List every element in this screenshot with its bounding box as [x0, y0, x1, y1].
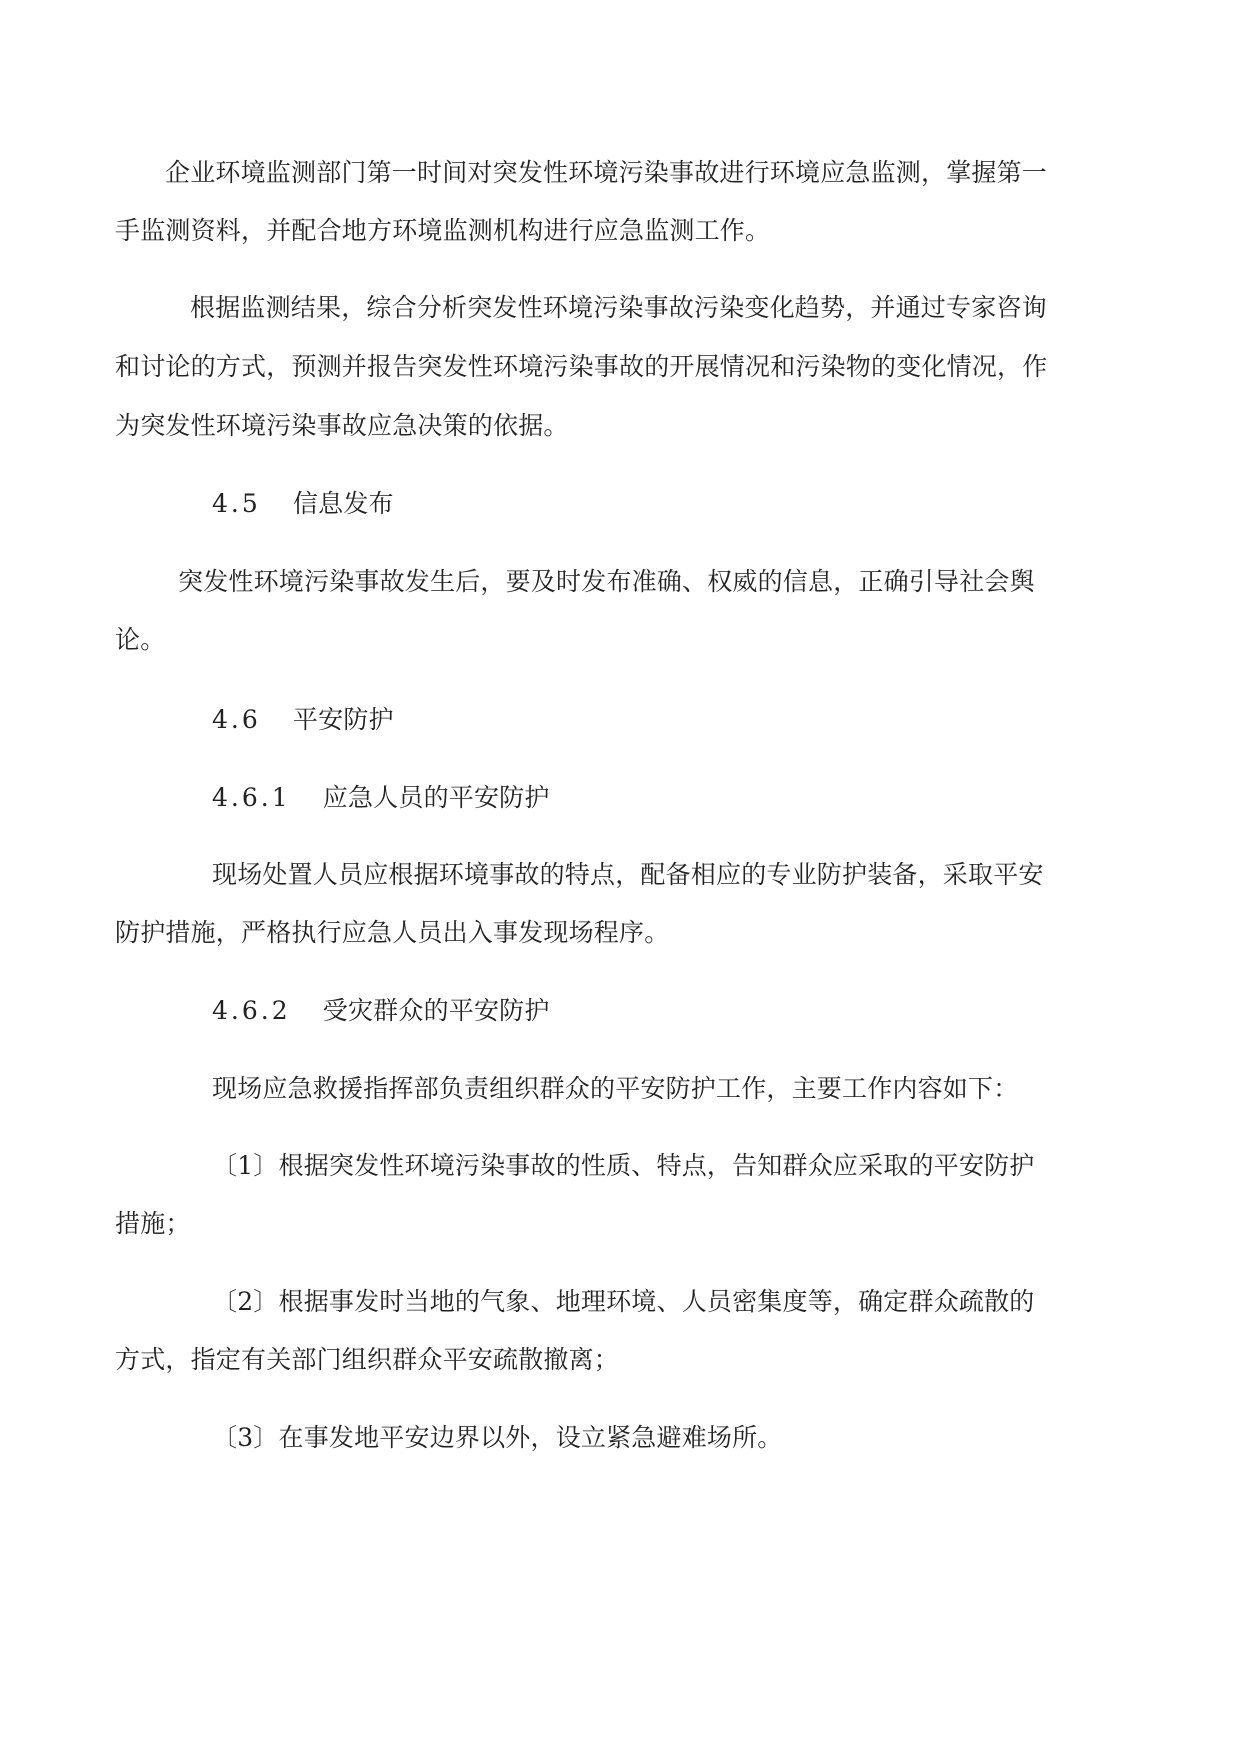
- list-item-1-line-1: 〔1〕根据突发性环境污染事故的性质、特点，告知群众应采取的平安防护: [212, 1151, 1035, 1180]
- list-item-1-line-2: 措施；: [115, 1209, 191, 1238]
- list-item-2-line-1: 〔2〕根据事发时当地的气象、地理环境、人员密集度等，确定群众疏散的: [212, 1287, 1035, 1316]
- section-number: 4.6.2: [212, 996, 291, 1025]
- section-number: 4.6: [212, 705, 261, 734]
- paragraph-information-line-1: 突发性环境污染事故发生后，要及时发布准确、权威的信息，正确引导社会舆: [178, 567, 1035, 596]
- section-title: 应急人员的平安防护: [322, 783, 550, 812]
- list-item-3-line-1: 〔3〕在事发地平安边界以外，设立紧急避难场所。: [212, 1423, 783, 1452]
- paragraph-monitoring-line-1: 企业环境监测部门第一时间对突发性环境污染事故进行环境应急监测，掌握第一: [165, 158, 1048, 187]
- section-title: 信息发布: [292, 489, 394, 518]
- section-number: 4.6.1: [212, 783, 291, 812]
- paragraph-analysis-line-2: 和讨论的方式，预测并报告突发性环境污染事故的开展情况和污染物的变化情况，作: [115, 352, 1048, 381]
- paragraph-personnel-line-1: 现场处置人员应根据环境事故的特点，配备相应的专业防护装备，采取平安: [212, 860, 1044, 889]
- paragraph-analysis-line-3: 为突发性环境污染事故应急决策的依据。: [115, 411, 569, 440]
- paragraph-personnel-line-2: 防护措施，严格执行应急人员出入事发现场程序。: [115, 918, 670, 947]
- paragraph-analysis-line-1: 根据监测结果，综合分析突发性环境污染事故污染变化趋势，并通过专家咨询: [190, 293, 1047, 322]
- section-heading-4-6: [212, 700, 394, 740]
- section-heading-4-6-1: [212, 778, 550, 818]
- section-heading-4-5: [212, 484, 394, 524]
- section-title: 平安防护: [292, 705, 394, 734]
- list-item-2-line-2: 方式，指定有关部门组织群众平安疏散撤离；: [115, 1345, 620, 1374]
- section-number: 4.5: [212, 489, 261, 518]
- section-title: 受灾群众的平安防护: [322, 996, 550, 1025]
- section-heading-4-6-2: [212, 991, 550, 1031]
- paragraph-public-intro: 现场应急救援指挥部负责组织群众的平安防护工作，主要工作内容如下：: [212, 1074, 1019, 1103]
- paragraph-monitoring-line-2: 手监测资料，并配合地方环境监测机构进行应急监测工作。: [115, 216, 771, 245]
- paragraph-information-line-2: 论。: [115, 625, 166, 654]
